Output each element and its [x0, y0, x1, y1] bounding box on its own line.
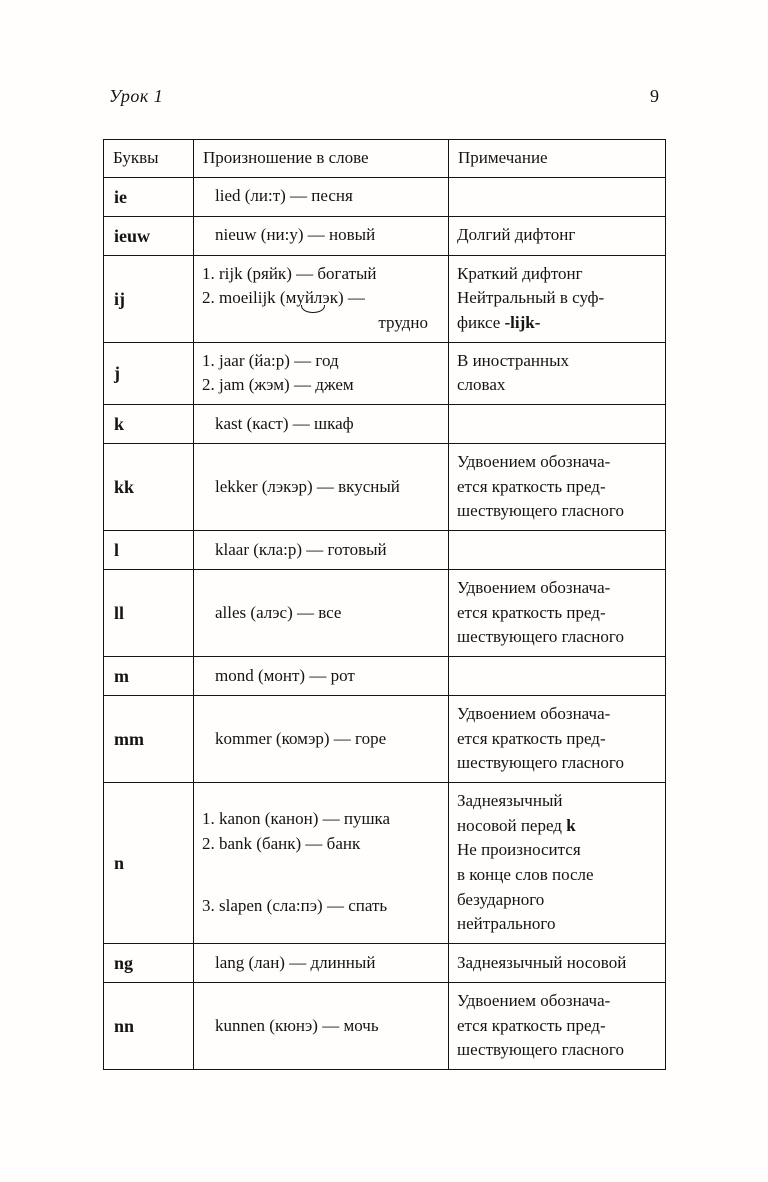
text-line — [457, 499, 661, 524]
text: Заднеязычный — [457, 791, 563, 811]
text-line — [202, 373, 442, 398]
text: шествующего гласного — [457, 627, 624, 647]
text: 2. moeilijk (муйлэк) — — [202, 288, 365, 308]
letter-cell: j — [104, 342, 194, 404]
text-line — [457, 475, 661, 500]
text-line — [457, 450, 661, 475]
text-line — [202, 894, 442, 919]
letter-cell: ij — [104, 255, 194, 342]
text: 1. kanon (канон) — пушка — [202, 809, 391, 829]
note-cell — [449, 983, 666, 1070]
table-row — [104, 255, 666, 342]
letter-cell: m — [104, 657, 194, 696]
text-line — [457, 989, 661, 1014]
note-cell — [449, 570, 666, 657]
note-cell — [449, 177, 666, 216]
letter-cell: mm — [104, 696, 194, 783]
text-line — [457, 262, 661, 287]
text-line — [202, 538, 442, 563]
text-line — [457, 286, 661, 311]
letter-cell: ieuw — [104, 216, 194, 255]
pronunciation-cell — [194, 983, 449, 1070]
pronunciation-cell — [194, 216, 449, 255]
pronunciation-cell — [194, 177, 449, 216]
page-header — [103, 86, 665, 107]
text-line — [457, 912, 661, 937]
table-row — [104, 943, 666, 982]
text-line — [457, 789, 661, 814]
page-number: 9 — [650, 86, 659, 106]
lesson-title: Урок 1 — [109, 86, 164, 106]
text-line — [457, 838, 661, 863]
text: Краткий дифтонг — [457, 263, 583, 283]
text: ется краткость пред- — [457, 476, 606, 496]
column-header-letters: Буквы — [104, 140, 194, 178]
text: lang (лан) — длинный — [215, 952, 376, 972]
text-line — [202, 1014, 442, 1039]
pronunciation-table-body — [104, 177, 666, 1069]
text-line — [202, 349, 442, 374]
text-line — [202, 262, 442, 287]
text: нейтрального — [457, 914, 556, 934]
text-line — [457, 727, 661, 752]
note-cell — [449, 657, 666, 696]
bold-text: -lijk- — [504, 313, 541, 333]
text-line — [202, 727, 442, 752]
text-line — [457, 751, 661, 776]
text: kast (каст) — шкаф — [215, 413, 354, 433]
text-line — [457, 1038, 661, 1063]
text-line — [202, 601, 442, 626]
text: Удвоением обознача- — [457, 452, 611, 472]
note-cell — [449, 444, 666, 531]
text-line — [457, 625, 661, 650]
text: ется краткость пред- — [457, 602, 606, 622]
text-line — [202, 286, 442, 311]
table-row — [104, 177, 666, 216]
table-row — [104, 783, 666, 944]
table-row — [104, 983, 666, 1070]
table-row — [104, 570, 666, 657]
pronunciation-cell — [194, 531, 449, 570]
text: в конце слов после — [457, 865, 594, 884]
text: 2. jam (жэм) — джем — [202, 375, 354, 395]
pronunciation-cell — [194, 657, 449, 696]
table-row — [104, 444, 666, 531]
letter-cell: ll — [104, 570, 194, 657]
text-line — [202, 807, 442, 832]
note-cell — [449, 531, 666, 570]
pronunciation-cell — [194, 444, 449, 531]
text-line — [202, 223, 442, 248]
text-line — [457, 576, 661, 601]
text: Долгий дифтонг — [457, 225, 576, 245]
pronunciation-table — [103, 139, 666, 1070]
text-line — [457, 311, 661, 336]
text-line — [457, 863, 661, 888]
text: Удвоением обознача- — [457, 704, 611, 724]
note-cell — [449, 943, 666, 982]
text: Нейтральный в суф- — [457, 288, 605, 308]
text: Не произносится — [457, 840, 581, 860]
text: ется краткость пред- — [457, 728, 606, 748]
note-cell — [449, 405, 666, 444]
letter-cell: kk — [104, 444, 194, 531]
column-header-note: Примечание — [449, 140, 666, 178]
note-cell — [449, 342, 666, 404]
text: lekker (лэкэр) — вкусный — [215, 476, 400, 496]
pronunciation-cell — [194, 342, 449, 404]
note-cell — [449, 255, 666, 342]
text-line — [457, 1014, 661, 1039]
text: Заднеязычный носовой — [457, 952, 627, 972]
text: lied (ли:т) — песня — [215, 186, 353, 206]
note-cell — [449, 783, 666, 944]
text-line — [202, 184, 442, 209]
pronunciation-cell — [194, 943, 449, 982]
table-row — [104, 531, 666, 570]
text-line — [202, 664, 442, 689]
text: klaar (кла:р) — готовый — [215, 539, 387, 559]
text: 3. slapen (сла:пэ) — спать — [202, 896, 388, 916]
pronunciation-cell — [194, 405, 449, 444]
table-row — [104, 405, 666, 444]
text: 1. rijk (ряйк) — богатый — [202, 263, 377, 283]
text: фиксе — [457, 313, 505, 333]
text: 2. bank (банк) — банк — [202, 833, 361, 853]
text: носовой перед — [457, 815, 567, 835]
text: трудно — [378, 313, 428, 333]
text-line — [202, 951, 442, 976]
bold-text: k — [566, 815, 576, 835]
text-line — [202, 412, 442, 437]
pronunciation-cell — [194, 783, 449, 944]
text: mond (монт) — рот — [215, 665, 355, 685]
text-line — [457, 349, 661, 374]
text: Удвоением обознача- — [457, 991, 611, 1011]
text: безударного — [457, 889, 545, 909]
text: шествующего гласного — [457, 1040, 624, 1060]
table-row — [104, 216, 666, 255]
pronunciation-cell — [194, 570, 449, 657]
text: alles (алэс) — все — [215, 602, 342, 622]
text-line — [457, 702, 661, 727]
text: kunnen (кюнэ) — мочь — [215, 1015, 379, 1035]
text-line — [457, 373, 661, 398]
letter-cell: ie — [104, 177, 194, 216]
text-line — [457, 951, 661, 976]
text: 1. jaar (йа:р) — год — [202, 350, 339, 370]
text-line — [202, 475, 442, 500]
text: nieuw (ни:у) — новый — [215, 225, 376, 245]
table-row — [104, 696, 666, 783]
table-header-row — [104, 140, 666, 178]
column-header-pronunciation: Произношение в слове — [194, 140, 449, 178]
table-row — [104, 657, 666, 696]
letter-cell: nn — [104, 983, 194, 1070]
text: словах — [457, 375, 506, 395]
text: Удвоением обознача- — [457, 578, 611, 598]
text: kommer (комэр) — горе — [215, 728, 387, 748]
note-cell — [449, 696, 666, 783]
text-line — [202, 832, 442, 857]
text-line — [457, 814, 661, 839]
letter-cell: l — [104, 531, 194, 570]
table-row — [104, 342, 666, 404]
pronunciation-cell — [194, 255, 449, 342]
text-line — [457, 601, 661, 626]
letter-cell: n — [104, 783, 194, 944]
text-line — [202, 311, 442, 336]
text: В иностранных — [457, 350, 570, 370]
text: шествующего гласного — [457, 753, 624, 773]
letter-cell: ng — [104, 943, 194, 982]
letter-cell: k — [104, 405, 194, 444]
note-cell — [449, 216, 666, 255]
pronunciation-cell — [194, 696, 449, 783]
text: ется краткость пред- — [457, 1015, 606, 1035]
text: шествующего гласного — [457, 501, 624, 521]
text-line — [457, 888, 661, 913]
text-line — [457, 223, 661, 248]
